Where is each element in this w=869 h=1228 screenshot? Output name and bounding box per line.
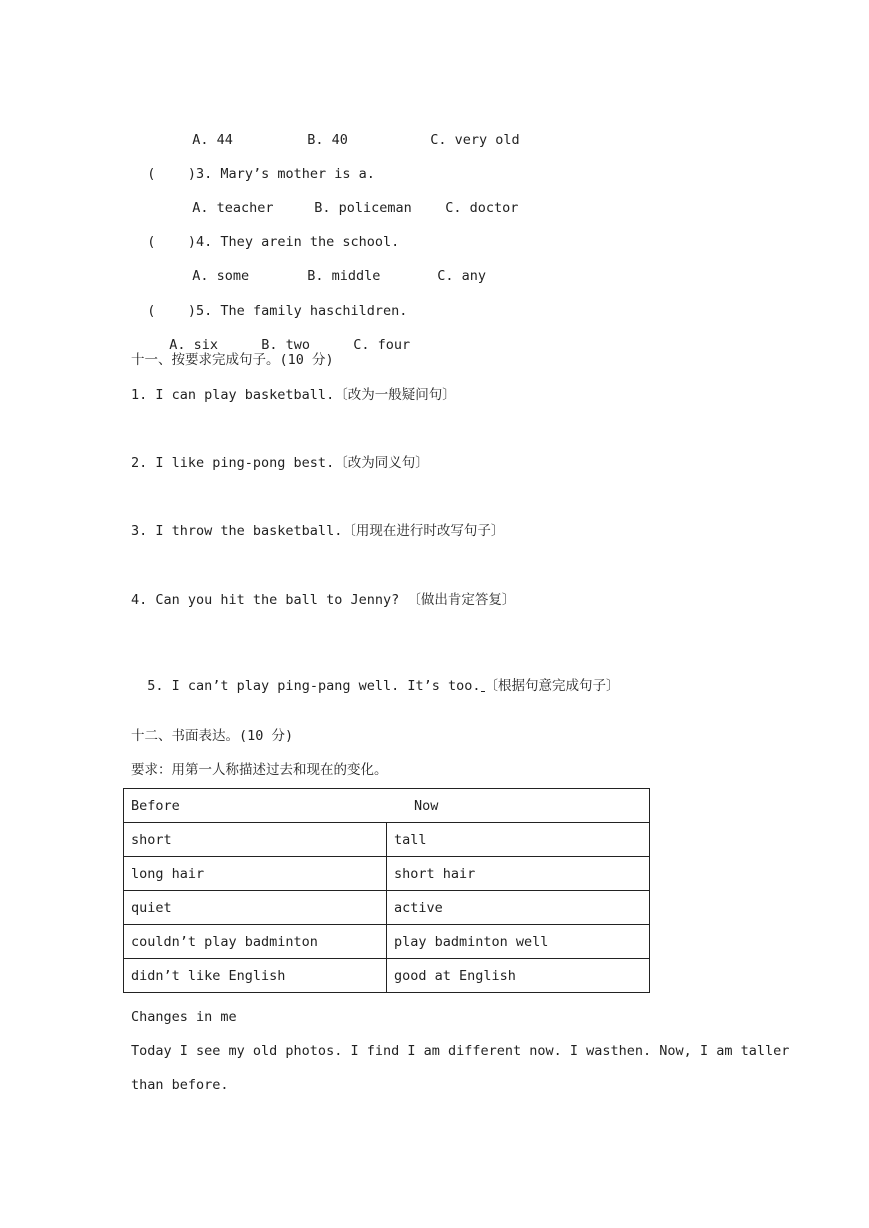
section-11-item-4: 4. Can you hit the ball to Jenny? 〔做出肯定答复〕 (131, 592, 516, 608)
comparison-table (123, 788, 650, 993)
section-12-requirement: 要求：用第一人称描述过去和现在的变化。 (131, 762, 388, 778)
now-cell: tall (387, 823, 650, 857)
answer-paren[interactable]: ( ) (147, 303, 197, 319)
q2-option-b: B. 40 (307, 132, 348, 148)
q4-option-c: C. any (437, 268, 487, 284)
q3-text: 3. Mary’s mother is a. (196, 166, 375, 182)
section-12-title: 十二、书面表达。(10 分) (131, 728, 294, 744)
table-row (124, 959, 650, 993)
essay-title: Changes in me (131, 1009, 237, 1025)
table-row (124, 925, 650, 959)
q3-option-c: C. doctor (445, 200, 519, 216)
q4-options (176, 249, 486, 285)
before-cell: didn’t like English (124, 959, 387, 993)
q3-option-b: B. policeman (314, 200, 412, 216)
table-header-cell (124, 789, 650, 823)
item-5-instruction: 〔根据句意完成句子〕 (484, 678, 620, 694)
q5-options (153, 318, 410, 354)
answer-paren[interactable]: ( ) (147, 166, 197, 182)
section-11-item-1: 1. I can play basketball.〔改为一般疑问句〕 (131, 387, 456, 403)
q5-question (131, 284, 407, 320)
table-row (124, 857, 650, 891)
section-11-item-5 (131, 659, 620, 695)
q3-options (176, 181, 518, 217)
essay-line-2: than before. (131, 1077, 229, 1093)
q3-option-a: A. teacher (192, 200, 274, 216)
now-cell: short hair (387, 857, 650, 891)
q2-options (176, 113, 520, 149)
table-row (124, 823, 650, 857)
table-header-row (124, 789, 650, 823)
now-cell: good at English (387, 959, 650, 993)
q5-option-c: C. four (353, 337, 411, 353)
now-cell: active (387, 891, 650, 925)
q4-option-a: A. some (192, 268, 250, 284)
q4-text: 4. They arein the school. (196, 234, 400, 250)
before-cell: short (124, 823, 387, 857)
table-row (124, 891, 650, 925)
header-before: Before (131, 797, 180, 814)
section-11-title: 十一、按要求完成句子。(10 分) (131, 352, 334, 368)
q2-option-c: C. very old (430, 132, 520, 148)
section-11-item-3: 3. I throw the basketball.〔用现在进行时改写句子〕 (131, 523, 505, 539)
q5-text: 5. The family haschildren. (196, 303, 408, 319)
item-5-sentence: 5. I can’t play ping-pang well. It’s too. (147, 678, 481, 694)
q4-question (131, 215, 399, 251)
now-cell: play badminton well (387, 925, 650, 959)
q2-option-a: A. 44 (192, 132, 233, 148)
q5-option-b: B. two (261, 337, 311, 353)
essay-line-1: Today I see my old photos. I find I am different now. I wasthen. Now, I am taller (131, 1043, 790, 1059)
section-11-item-2: 2. I like ping-pong best.〔改为同义句〕 (131, 455, 429, 471)
answer-paren[interactable]: ( ) (147, 234, 197, 250)
before-cell: long hair (124, 857, 387, 891)
q5-option-a: A. six (169, 337, 219, 353)
q3-question (131, 147, 375, 183)
header-now: Now (414, 797, 439, 814)
before-cell: couldn’t play badminton (124, 925, 387, 959)
before-cell: quiet (124, 891, 387, 925)
q4-option-b: B. middle (307, 268, 381, 284)
